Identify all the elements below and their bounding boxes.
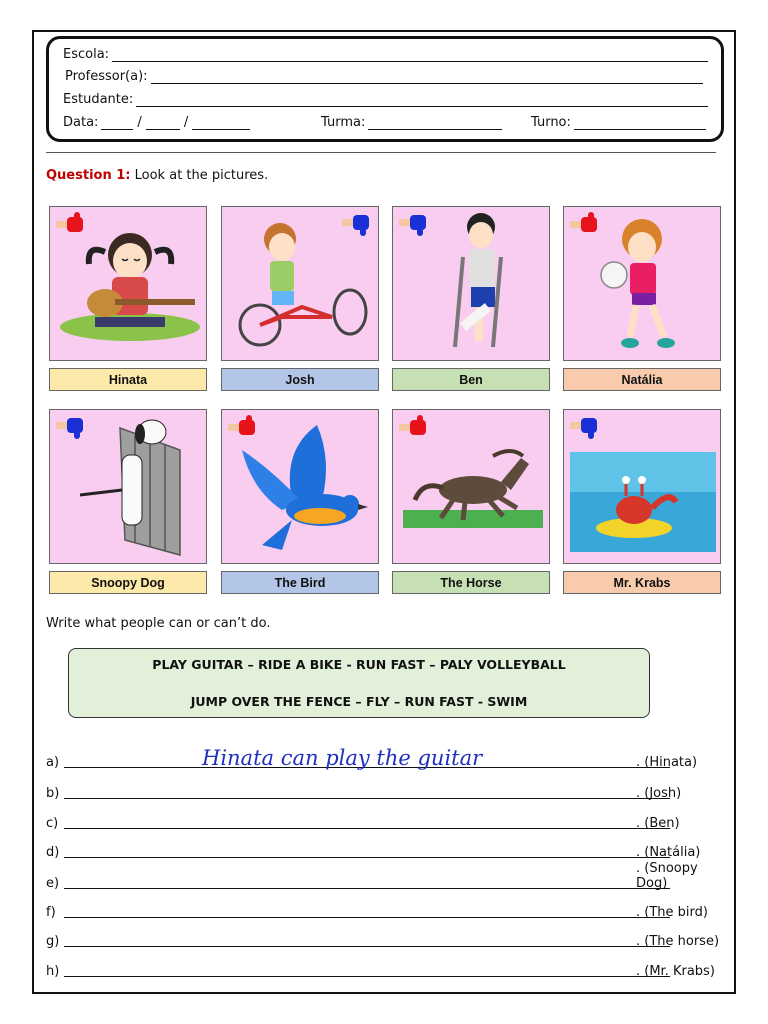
student-field[interactable] <box>63 92 708 107</box>
answer-letter: b) <box>46 786 60 801</box>
answer-letter: g) <box>46 934 60 949</box>
word-bank-line-2: JUMP OVER THE FENCE – FLY – RUN FAST - SWIM <box>190 694 528 709</box>
thumbs-up-icon <box>226 414 260 440</box>
thumbs-up-icon <box>568 211 602 237</box>
thumbs-up-icon <box>54 211 88 237</box>
teacher-field[interactable] <box>65 69 703 84</box>
answer-subject: . (The horse) <box>636 934 720 949</box>
shift-label: Turno: <box>531 115 571 130</box>
answer-subject: . (Ben) <box>636 816 680 831</box>
card-ben <box>392 206 550 361</box>
date-slash-1: / <box>137 115 142 130</box>
answer-row-f[interactable] <box>46 902 726 922</box>
name-label-mr-krabs: Mr. Krabs <box>563 571 721 594</box>
card-the-horse <box>392 409 550 564</box>
header-box <box>46 36 724 142</box>
class-field[interactable] <box>321 115 502 130</box>
thumbs-down-icon <box>340 211 374 237</box>
card-hinata <box>49 206 207 361</box>
date-year-blank[interactable] <box>192 117 250 130</box>
answer-line[interactable] <box>64 917 670 918</box>
name-label-the-horse: The Horse <box>392 571 550 594</box>
answer-subject: . (Josh) <box>636 786 682 801</box>
date-label: Data: <box>63 115 99 130</box>
school-blank[interactable] <box>112 49 708 62</box>
card-the-bird <box>221 409 379 564</box>
name-label-natalia: Natália <box>563 368 721 391</box>
thumbs-down-icon <box>54 414 88 440</box>
answer-subject: . (Mr. Krabs) <box>636 964 715 979</box>
shift-field[interactable] <box>531 115 706 130</box>
class-label: Turma: <box>321 115 366 130</box>
card-josh <box>221 206 379 361</box>
name-label-snoopy-dog: Snoopy Dog <box>49 571 207 594</box>
answer-subject: . (The bird) <box>636 905 708 920</box>
shift-blank[interactable] <box>574 117 706 130</box>
question-text: Look at the pictures. <box>134 168 269 183</box>
thumbs-up-icon <box>397 414 431 440</box>
teacher-blank[interactable] <box>151 71 703 84</box>
student-blank[interactable] <box>136 94 708 107</box>
word-bank-line-1: PLAY GUITAR – RIDE A BIKE - RUN FAST – PALY VOLLEYBALL <box>152 657 566 672</box>
answer-letter: e) <box>46 876 60 891</box>
student-label: Estudante: <box>63 92 134 107</box>
answer-letter: d) <box>46 845 60 860</box>
answer-row-h[interactable] <box>46 961 726 981</box>
name-label-hinata: Hinata <box>49 368 207 391</box>
date-slash-2: / <box>183 115 189 130</box>
answer-subject: . (Hinata) <box>636 755 698 770</box>
question-1 <box>46 168 268 183</box>
name-label-the-bird: The Bird <box>221 571 379 594</box>
answer-row-b[interactable] <box>46 783 726 803</box>
name-label-ben: Ben <box>392 368 550 391</box>
answer-letter: f) <box>46 905 56 920</box>
answer-line[interactable] <box>64 828 670 829</box>
card-natalia <box>563 206 721 361</box>
card-snoopy-dog <box>49 409 207 564</box>
answer-letter: h) <box>46 964 60 979</box>
thumbs-down-icon <box>397 211 431 237</box>
school-label: Escola: <box>63 47 110 62</box>
answer-line[interactable] <box>64 888 670 889</box>
answer-line[interactable] <box>64 976 670 977</box>
answer-letter: c) <box>46 816 59 831</box>
teacher-label: Professor(a): <box>65 69 148 84</box>
date-month-blank[interactable] <box>146 117 180 130</box>
question-label: Question 1: <box>46 168 131 183</box>
answer-line[interactable] <box>64 857 670 858</box>
word-bank-box <box>68 648 650 718</box>
class-blank[interactable] <box>368 117 502 130</box>
school-field[interactable] <box>63 47 708 62</box>
answer-row-e[interactable] <box>46 861 726 893</box>
separator-line <box>46 152 716 153</box>
date-day-blank[interactable] <box>101 117 133 130</box>
instruction-text: Write what people can or can’t do. <box>46 616 271 631</box>
answer-row-a[interactable] <box>46 746 726 772</box>
answer-subject: . (Snoopy Dog) <box>636 861 698 891</box>
handwritten-answer: Hinata can play the guitar <box>202 746 483 770</box>
thumbs-down-icon <box>568 414 602 440</box>
answer-letter: a) <box>46 755 60 770</box>
answer-subject: . (Natália) <box>636 845 701 860</box>
answer-row-d[interactable] <box>46 842 726 862</box>
answer-row-g[interactable] <box>46 931 726 951</box>
date-field[interactable] <box>63 115 250 130</box>
answer-row-c[interactable] <box>46 813 726 833</box>
name-label-josh: Josh <box>221 368 379 391</box>
card-mr-krabs <box>563 409 721 564</box>
answer-line[interactable] <box>64 946 670 947</box>
answer-line[interactable] <box>64 798 670 799</box>
